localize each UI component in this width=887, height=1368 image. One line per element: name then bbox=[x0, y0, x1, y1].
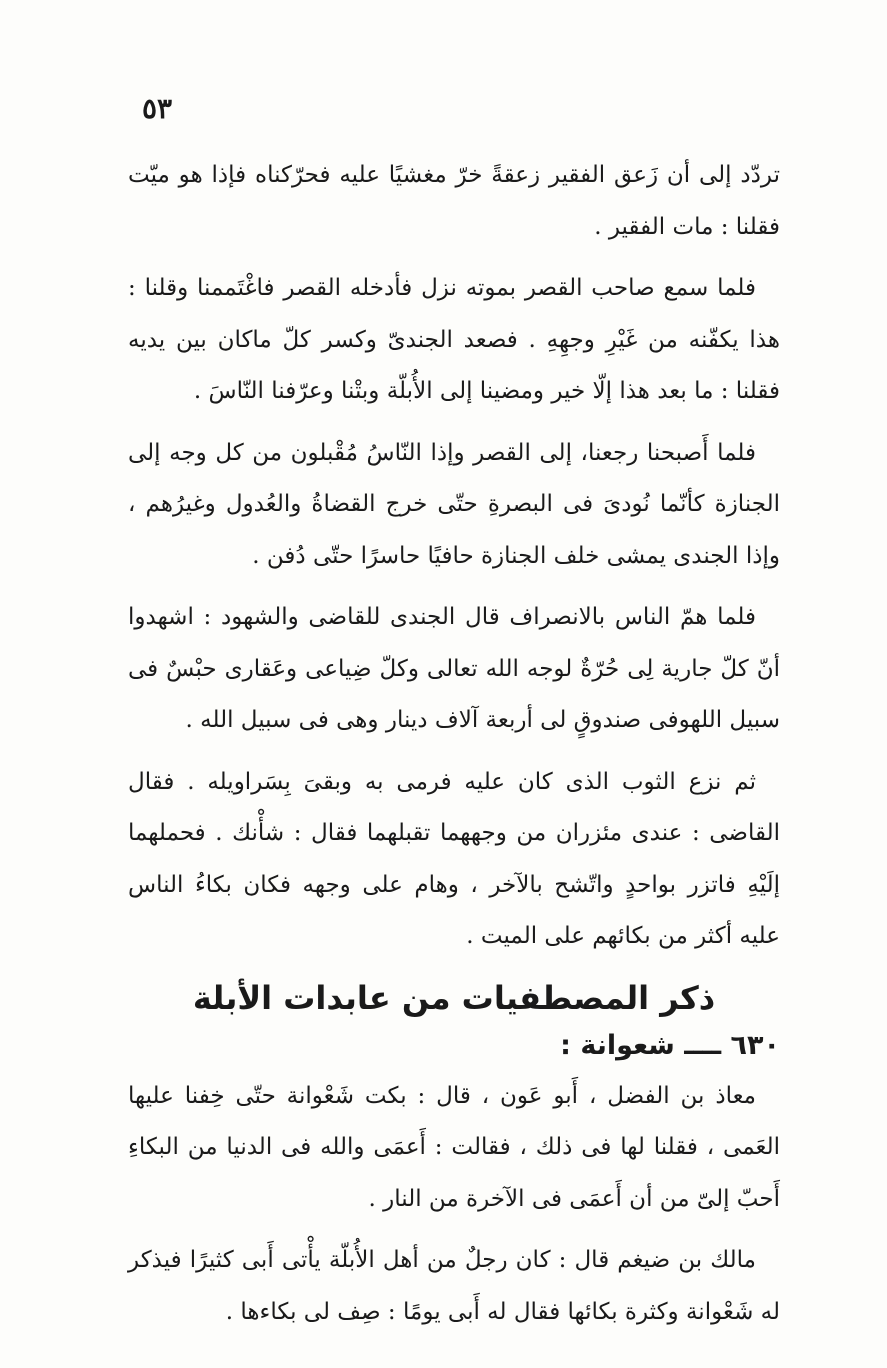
paragraph: معاذ بن الفضل ، أَبو عَون ، قال : بكت شَعْوانة حتّى خِفنا عليها العَمى ، فقلنا لها فى ذلك ، فقالت : أَعمَى والله فى الدنيا من البكاءِ أَحبّ إلىّ من أن أَعمَى فى الآخرة من النار . bbox=[128, 1082, 780, 1212]
section-title: ذكر المصطفيات من عابدات الأبلة bbox=[192, 978, 716, 1017]
paragraph: ثم نزع الثوب الذى كان عليه فرمى به وبقىَ بِسَراويله . فقال القاضى : عندى مئزران من وجههما تقبلهما فقال : شأْنك . فحملهما إلَيْهِ فاتزر بواحدٍ واتّشح بالآخر ، وهام على وجهه فكان بكاءُ الناس عليه أكثر من بكائهم على الميت . bbox=[128, 768, 780, 949]
paragraph: فلما سمع صاحب القصر بموته نزل فأدخله القصر فاغْتَممنا وقلنا : هذا يكفّنه من غَيْرِ وجهِهِ . فصعد الجندىّ وكسر كلّ ماكان بين يديه فقلنا : ما بعد هذا إلّا خير ومضينا إلى الأُبلّة وبتْنا وعرّفنا النّاسَ . bbox=[128, 275, 780, 404]
paragraph: فلما همّ الناس بالانصراف قال الجندى للقاضى والشهود : اشهدوا أنّ كلّ جارية لِى حُرّةٌ لوجه الله تعالى وكلّ ضِياعى وعَقارى حبْسٌ فى سبيل اللهوفى صندوقٍ لى أربعة آلاف دينار وهى فى سبيل الله . bbox=[128, 604, 780, 733]
page-body bbox=[128, 150, 780, 1348]
paragraph: فلما أَصبحنا رجعنا، إلى القصر وإذا النّاسُ مُقْبلون من كل وجه إلى الجنازة كأنّما نُودىَ فى البصرةِ حتّى خرج القضاةُ والعُدول وغيرُهم ، وإذا الجندى يمشى خلف الجنازة حافيًا حاسرًا حتّى دُفن . bbox=[128, 439, 780, 569]
paragraph: تردّد إلى أن زَعق الفقير زعقةً خرّ مغشيًا عليه فحرّكناه فإذا هو ميّت فقلنا : مات الفقير . bbox=[128, 162, 780, 240]
entry-heading: ٦٣٠ ــــ شعوانة : bbox=[560, 1029, 780, 1061]
paragraph: مالك بن ضيغم قال : كان رجلٌ من أهل الأُبلّة يأْتى أَبى كثيرًا فيذكر له شَعْوانة وكثرة بكائها فقال له أَبى يومًا : صِف لى بكاءها . bbox=[128, 1247, 780, 1325]
page-number: ٥٣ bbox=[142, 92, 173, 125]
